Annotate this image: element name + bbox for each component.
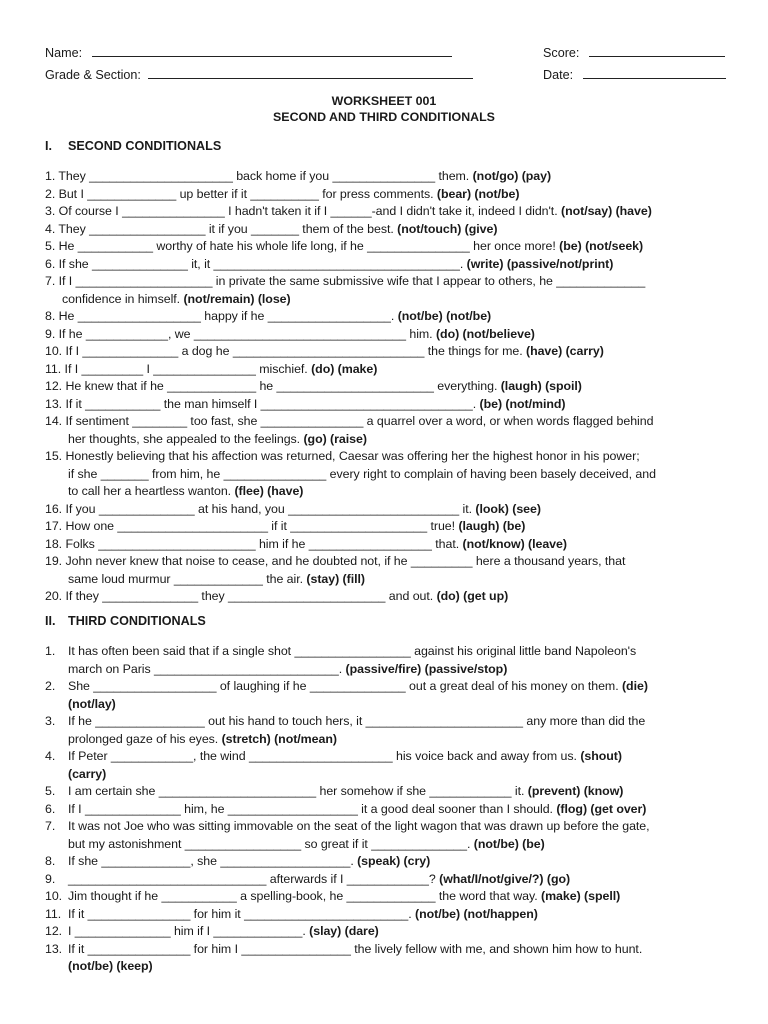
section-heading-third-conditionals [45, 614, 206, 628]
item-number: 13. [45, 941, 63, 956]
exercise-item [45, 326, 735, 344]
item-number: 9. [45, 871, 56, 886]
exercise-continuation [68, 483, 303, 501]
verb-cue: (do) (make) [311, 361, 378, 376]
exercise-item [45, 378, 735, 396]
verb-cue: (not/touch) (give) [397, 221, 498, 236]
verb-cue: (not/remain) (lose) [183, 291, 291, 306]
date-label: Date: [543, 68, 574, 82]
continuation-text: march on Paris ___________________________. [68, 661, 346, 676]
date-line [583, 64, 726, 79]
name-line [92, 42, 452, 57]
exercise-item [45, 501, 735, 519]
score-label: Score: [543, 46, 580, 60]
date-field[interactable] [543, 64, 726, 82]
exercise-item [45, 871, 735, 889]
exercise-continuation [62, 291, 291, 309]
verb-cue: (make) (spell) [541, 889, 621, 903]
exercise-text: 5. He ___________ worthy of hate his whole life long, if he _______________ her once more! [45, 239, 560, 253]
exercise-text: 20. If they ______________ they _______________________ and out. [45, 589, 437, 603]
exercise-text: 3. Of course I _______________ I hadn't taken it if I ______-and I didn't take it, indeed I didn't. [45, 204, 561, 218]
exercise-continuation [68, 431, 367, 449]
section-title: THIRD CONDITIONALS [68, 614, 206, 628]
exercise-item [45, 518, 735, 536]
verb-cue: (die) [621, 679, 648, 693]
verb-cue: (flog) (get over) [556, 801, 647, 816]
exercise-text: She __________________ of laughing if he ______________ out a great deal of his money on them. [68, 679, 622, 693]
exercise-text: 13. If it ___________ the man himself I _______________________________. [45, 396, 480, 411]
exercise-item [45, 588, 735, 606]
item-number: 12. [45, 924, 63, 938]
exercise-text: 15. Honestly believing that his affection was returned, Caesar was offering her the highest honor in his power; [45, 449, 640, 463]
exercise-text: I am certain she _______________________ her somehow if she ____________ it. [68, 784, 528, 798]
section-title: SECOND CONDITIONALS [68, 139, 222, 153]
exercise-item [45, 536, 735, 554]
verb-cue: (laugh) (spoil) [500, 379, 582, 393]
verb-cue: (bear) (not/be) [436, 186, 520, 201]
exercise-continuation [68, 571, 365, 589]
exercise-item [45, 308, 735, 326]
name-label: Name: [45, 46, 83, 60]
exercise-item [45, 273, 735, 291]
exercise-item [45, 396, 735, 414]
exercise-item [45, 361, 735, 379]
verb-cue: (what/I/not/give/?) (go) [439, 871, 571, 886]
exercise-continuation [68, 696, 116, 714]
exercise-text: If she _____________, she ___________________. [68, 854, 358, 868]
exercise-item [45, 238, 735, 256]
verb-cue: (slay) (dare) [309, 924, 379, 938]
item-number: 10. [45, 889, 63, 903]
exercise-text: 11. If I _________ I _______________ mischief. [45, 361, 312, 376]
exercise-text: _____________________________ afterwards if I ____________? [68, 871, 440, 886]
exercise-continuation [68, 661, 507, 679]
verb-cue: (do) (get up) [436, 589, 509, 603]
exercise-item [45, 888, 735, 906]
grade-section-field[interactable] [45, 64, 473, 82]
exercise-item [45, 553, 735, 571]
item-number: 5. [45, 784, 56, 798]
continuation-text: to call her a heartless wanton. [68, 484, 235, 498]
item-number: 3. [45, 714, 56, 728]
item-number: 6. [45, 801, 56, 816]
exercise-text: It was not Joe who was sitting immovable on the seat of the light wagon that was drawn up before the gate, [68, 819, 650, 833]
item-number: 11. [45, 906, 62, 921]
verb-cue: (go) (raise) [303, 431, 367, 446]
verb-cue: (not/say) (have) [561, 204, 652, 218]
exercise-item [45, 678, 735, 696]
exercise-text: 8. He __________________ happy if he __________________. [45, 309, 398, 323]
exercise-continuation [68, 466, 656, 484]
exercise-text: 1. They _____________________ back home if you _______________ them. [45, 169, 473, 183]
exercise-continuation [68, 836, 545, 854]
exercise-text: 10. If I ______________ a dog he ____________________________ the things for me. [45, 344, 526, 358]
exercise-item [45, 221, 735, 239]
exercise-text: 9. If he ____________, we _______________________________ him. [45, 326, 436, 341]
score-line [589, 42, 725, 57]
verb-cue: (be) (not/seek) [559, 239, 644, 253]
item-number: 2. [45, 679, 56, 693]
item-number: 4. [45, 749, 56, 763]
verb-cue: (have) (carry) [526, 344, 604, 358]
exercise-item [45, 643, 735, 661]
exercise-text: It has often been said that if a single shot _________________ against his original little band Napoleon's [68, 644, 637, 658]
verb-cue: (flee) (have) [234, 484, 304, 498]
exercise-text: 18. Folks _______________________ him if he __________________ that. [45, 536, 463, 551]
verb-cue: (stay) (fill) [306, 571, 365, 586]
worksheet-title: WORKSHEET 001 [331, 94, 437, 108]
exercise-item [45, 256, 735, 274]
exercise-item [45, 413, 735, 431]
item-number: 7. [45, 819, 56, 833]
exercise-text: Jim thought if he ___________ a spelling-book, he _____________ the word that way. [68, 889, 542, 903]
exercise-text: 7. If I ____________________ in private the same submissive wife that I appear to others, he _____________ [45, 274, 646, 288]
exercise-text: 14. If sentiment ________ too fast, she _______________ a quarrel over a word, or when words flagged behind [45, 414, 654, 428]
exercise-text: I ______________ him if I _____________. [68, 924, 310, 938]
name-field[interactable] [45, 42, 452, 60]
item-number: 8. [45, 854, 56, 868]
exercise-item [45, 713, 735, 731]
section-heading-second-conditionals [45, 139, 221, 153]
exercise-text: 19. John never knew that noise to cease, and he doubted not, if he _________ here a thousand years, that [45, 554, 626, 568]
verb-cue: (speak) (cry) [357, 854, 431, 868]
item-number: 1. [45, 644, 56, 658]
exercise-item [45, 448, 735, 466]
verb-cue: (stretch) (not/mean) [221, 731, 337, 746]
exercise-item [45, 853, 735, 871]
continuation-text: prolonged gaze of his eyes. [68, 731, 222, 746]
continuation-text: but my astonishment _________________ so great if it ______________. [68, 836, 474, 851]
section-number: I. [45, 139, 52, 153]
exercise-text: 6. If she ______________ it, it ____________________________________. [45, 256, 467, 271]
verb-cue: (not/be) (not/be) [397, 309, 492, 323]
exercise-text: If it _______________ for him I ________________ the lively fellow with me, and shown him how to hunt. [68, 941, 643, 956]
verb-cue: (carry) [68, 766, 107, 781]
exercise-item [45, 783, 735, 801]
verb-cue: (prevent) (know) [527, 784, 624, 798]
exercise-item [45, 906, 735, 924]
exercise-continuation [68, 958, 153, 976]
verb-cue: (not/lay) [68, 696, 116, 711]
exercise-item [45, 168, 735, 186]
verb-cue: (not/go) (pay) [472, 169, 552, 183]
continuation-text: same loud murmur _____________ the air. [68, 571, 307, 586]
exercise-text: 16. If you ______________ at his hand, you _________________________ it. [45, 501, 476, 516]
exercise-item [45, 941, 735, 959]
verb-cue: (write) (passive/not/print) [466, 256, 614, 271]
exercise-continuation [68, 766, 106, 784]
exercise-text: 4. They _________________ it if you _______ them of the best. [45, 221, 398, 236]
exercise-text: If Peter ____________, the wind _____________________ his voice back and away from us. [68, 749, 581, 763]
continuation-text: her thoughts, she appealed to the feelings. [68, 431, 304, 446]
verb-cue: (passive/fire) (passive/stop) [345, 661, 508, 676]
verb-cue: (shout) [580, 749, 622, 763]
verb-cue: (laugh) (be) [458, 519, 526, 533]
exercise-text: If I ______________ him, he ___________________ it a good deal sooner than I should. [68, 801, 557, 816]
verb-cue: (look) (see) [475, 501, 541, 516]
exercise-item [45, 203, 735, 221]
continuation-text: if she _______ from him, he _______________ every right to complain of having been basely deceived, and [68, 466, 656, 481]
exercise-text: If it _______________ for him it ________________________. [68, 906, 416, 921]
verb-cue: (do) (not/believe) [435, 326, 535, 341]
verb-cue: (not/be) (be) [473, 836, 545, 851]
exercise-text: 2. But I _____________ up better if it __________ for press comments. [45, 186, 437, 201]
grade-section-label: Grade & Section: [45, 68, 141, 82]
verb-cue: (not/know) (leave) [462, 536, 567, 551]
exercise-continuation [68, 731, 337, 749]
verb-cue: (be) (not/mind) [479, 396, 566, 411]
grade-section-line [148, 64, 473, 79]
exercise-text: 17. How one ______________________ if it ____________________ true! [45, 519, 459, 533]
section-number: II. [45, 614, 56, 628]
verb-cue: (not/be) (not/happen) [415, 906, 538, 921]
exercise-item [45, 923, 735, 941]
score-field[interactable] [543, 42, 725, 60]
exercise-item [45, 186, 735, 204]
exercise-text: If he ________________ out his hand to touch hers, it _______________________ any more than did the [68, 714, 646, 728]
continuation-text: confidence in himself. [62, 291, 184, 306]
exercise-text: 12. He knew that if he _____________ he _______________________ everything. [45, 379, 501, 393]
exercise-item [45, 818, 735, 836]
exercise-item [45, 748, 735, 766]
exercise-item [45, 343, 735, 361]
verb-cue: (not/be) (keep) [68, 959, 153, 973]
exercise-item [45, 801, 735, 819]
worksheet-subtitle: SECOND AND THIRD CONDITIONALS [273, 110, 495, 124]
